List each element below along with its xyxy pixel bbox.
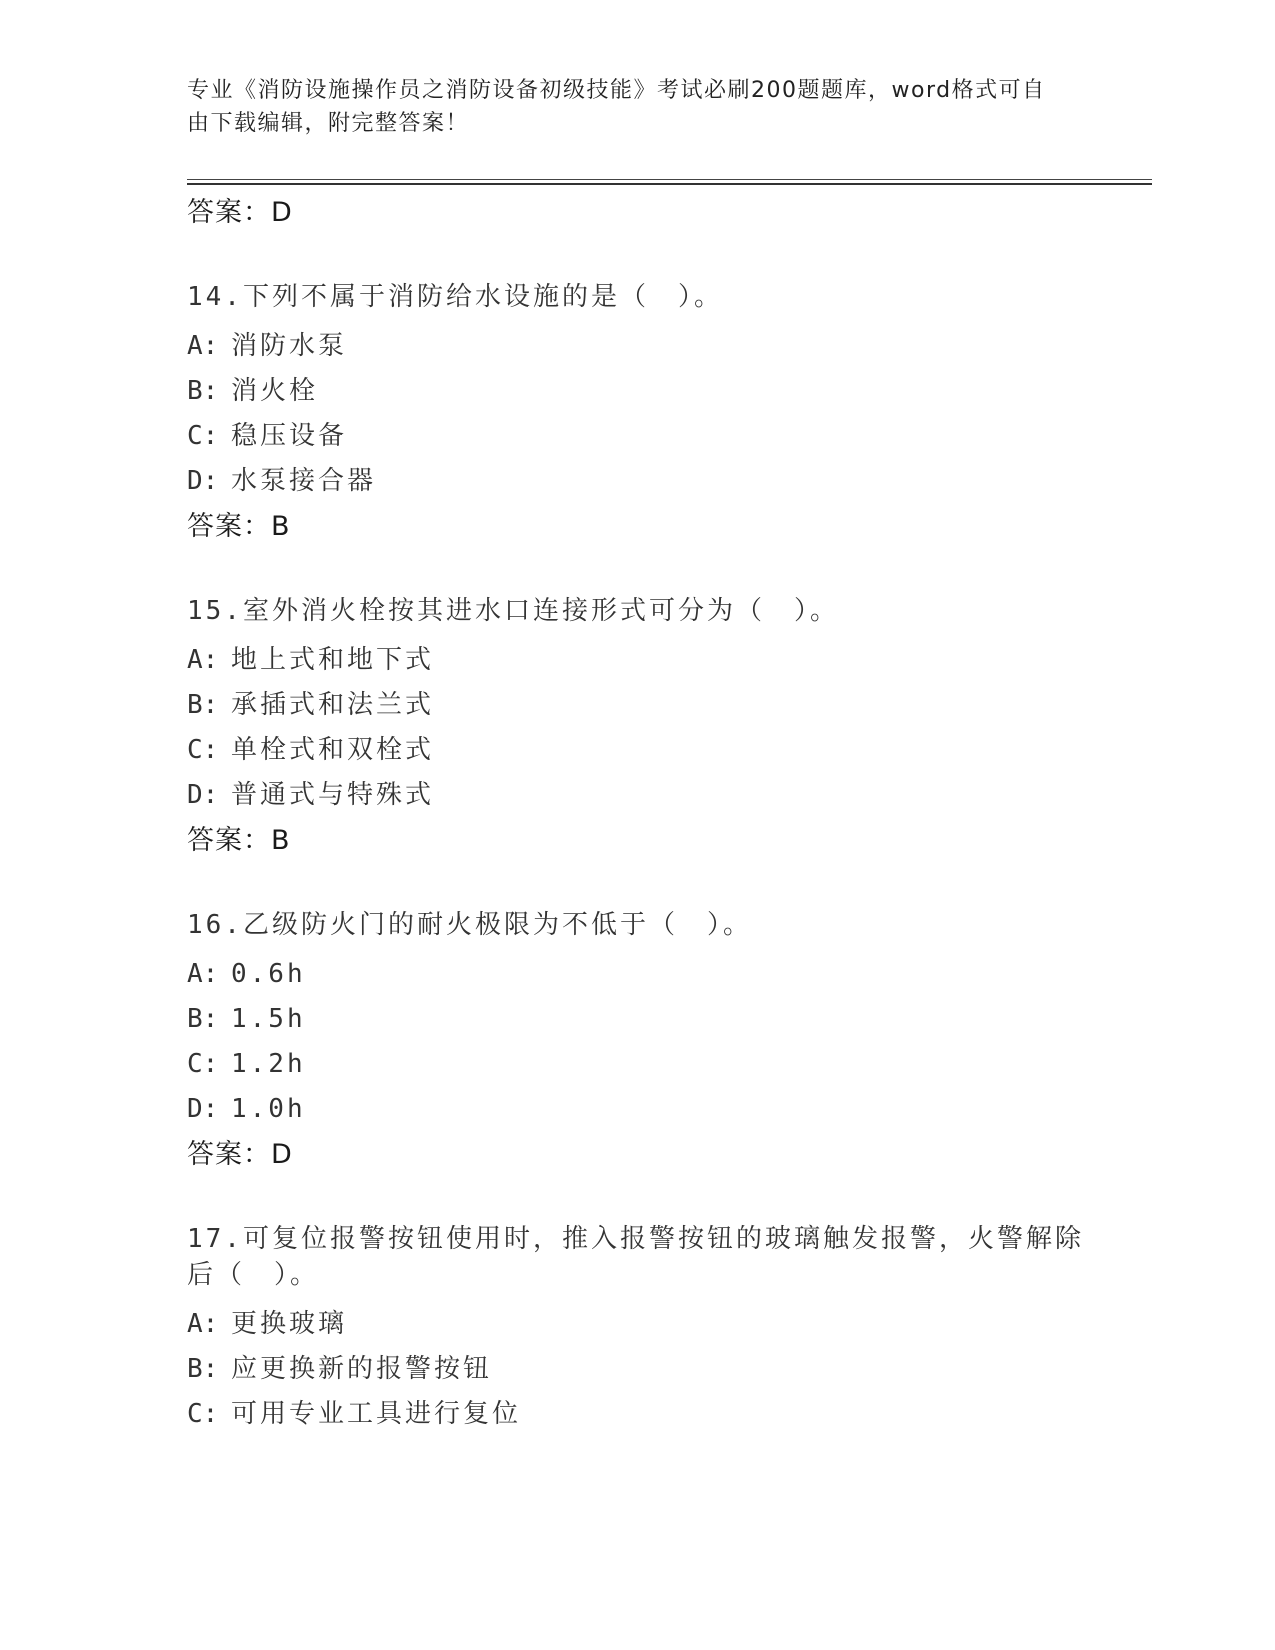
option-b: B: 承插式和法兰式 (187, 690, 435, 720)
question-list (187, 190, 1087, 1437)
header-divider (187, 179, 1152, 180)
option-d: D: 水泵接合器 (187, 466, 377, 496)
option-a: A: 消防水泵 (187, 331, 348, 361)
answer-label: 答案：B (187, 825, 291, 856)
header-divider-thick (187, 183, 1152, 185)
option-b: B: 消火栓 (187, 376, 319, 406)
option-a: A: 0.6h (187, 959, 306, 989)
option-c: C: 1.2h (187, 1049, 306, 1079)
option-b: B: 1.5h (187, 1004, 306, 1034)
question-16 (187, 907, 1087, 1178)
option-b: B: 应更换新的报警按钮 (187, 1354, 493, 1384)
question-stem: 17.可复位报警按钮使用时，推入报警按钮的玻璃触发报警，火警解除后（ ）。 (187, 1224, 1084, 1290)
option-c: C: 可用专业工具进行复位 (187, 1399, 522, 1429)
question-stem: 14.下列不属于消防给水设施的是（ ）。 (187, 282, 723, 312)
option-a: A: 更换玻璃 (187, 1309, 348, 1339)
question-14 (187, 279, 1087, 550)
question-17 (187, 1221, 1087, 1437)
option-c: C: 单栓式和双栓式 (187, 735, 435, 765)
question-15 (187, 593, 1087, 864)
question-stem: 16.乙级防火门的耐火极限为不低于（ ）。 (187, 910, 752, 940)
answer-label: 答案：D (187, 197, 293, 228)
option-d: D: 普通式与特殊式 (187, 780, 435, 810)
option-c: C: 稳压设备 (187, 421, 348, 451)
document-header: 专业《消防设施操作员之消防设备初级技能》考试必刷200题题库，word格式可自由下载编辑，附完整答案！ (187, 78, 1046, 136)
option-a: A: 地上式和地下式 (187, 645, 435, 675)
answer-label: 答案：D (187, 1139, 293, 1170)
option-d: D: 1.0h (187, 1094, 306, 1124)
question-stem: 15.室外消火栓按其进水口连接形式可分为（ ）。 (187, 596, 839, 626)
answer-label: 答案：B (187, 511, 291, 542)
